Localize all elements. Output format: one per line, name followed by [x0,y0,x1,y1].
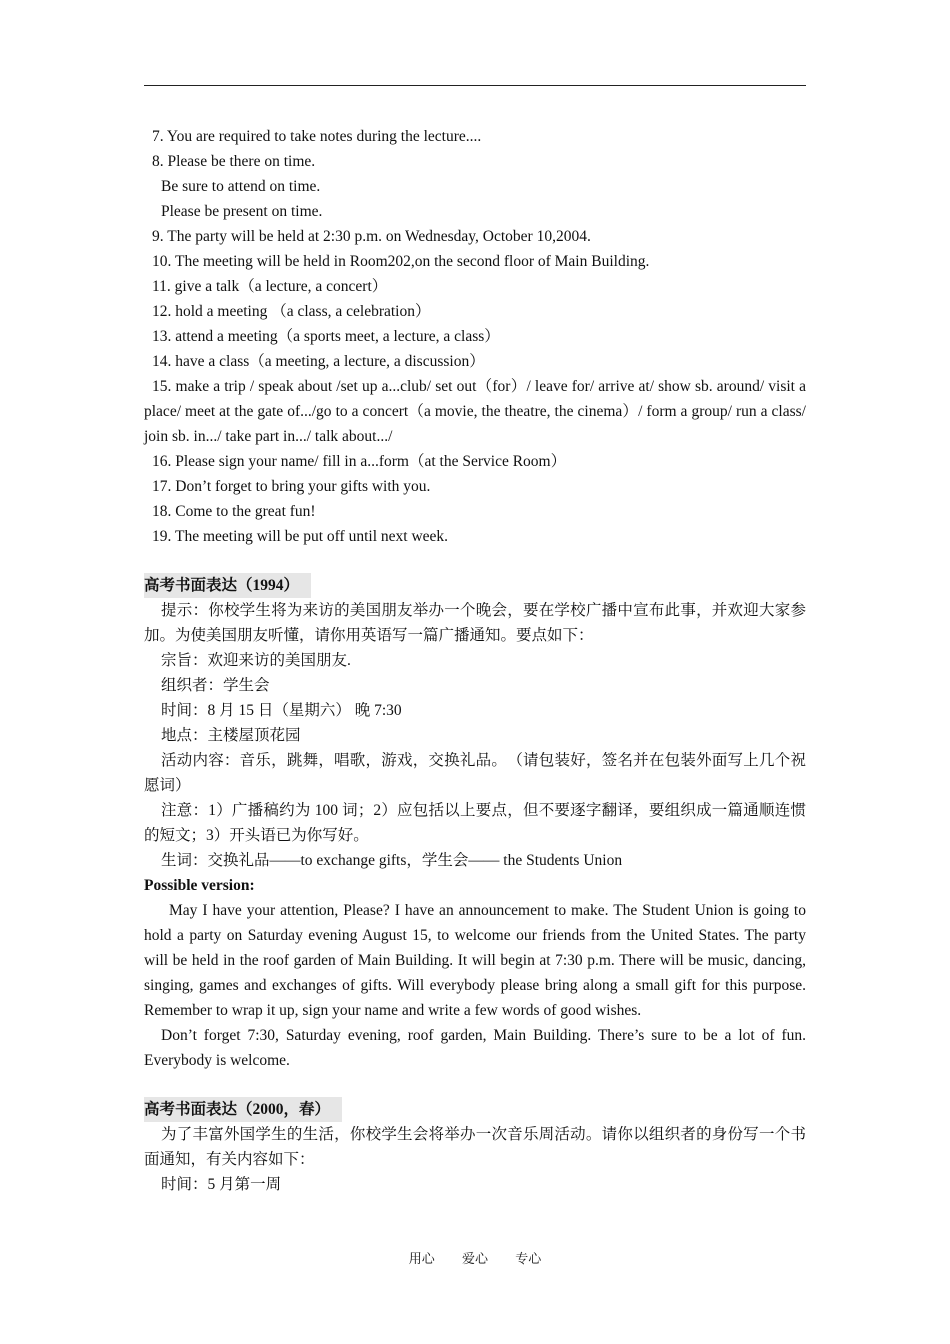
vocab-text: 生词：交换礼品——to exchange gifts，学生会—— the Students Union [161,852,623,869]
footer-word: 用心 [408,1251,435,1266]
list-item: 8. Please be there on time. [152,153,316,170]
footer-word: 爱心 [461,1251,488,1266]
list-item: Please be present on time. [161,203,323,220]
section-heading: 高考书面表达（2000，春） [144,1097,342,1122]
header-rule [144,85,806,86]
list-item: 13. attend a meeting（a sports meet, a lecture, a class） [152,328,500,345]
activities-text: 活动内容：音乐，跳舞，唱歌，游戏，交换礼品。 （请包装好，签名并在包装外面写上几个祝愿词） [144,752,806,794]
document-body [144,124,806,1197]
footer-word: 专心 [515,1251,542,1266]
section-heading: 高考书面表达（1994） [144,573,311,598]
purpose-text: 宗旨：欢迎来访的美国朋友. [161,652,351,669]
prompt-text: 提示：你校学生将为来访的美国朋友举办一个晚会，要在学校广播中宣布此事，并欢迎大家参加。为使美国朋友听懂，请你用英语写一篇广播通知。要点如下： [144,602,806,644]
list-item: 15. make a trip / speak about /set up a...club/ set out（for）/ leave for/ arrive at/ show sb. around/ visit a place/ meet at the gate of.../go to a concert（a movie, the theatre, the cinema）/ form a group/ run a class/ join sb. in.../ take part in.../ talk about.../ [144,378,806,445]
list-item: 12. hold a meeting （a class, a celebration） [152,303,431,320]
list-item: 18. Come to the great fun! [152,503,316,520]
list-item: 9. The party will be held at 2:30 p.m. on Wednesday, October 10,2004. [152,228,591,245]
list-item: 17. Don’t forget to bring your gifts with you. [152,478,431,495]
prompt-text: 为了丰富外国学生的生活，你校学生会将举办一次音乐周活动。请你以组织者的身份写一个书面通知，有关内容如下： [144,1126,806,1168]
version-paragraph: May I have your attention, Please? I have an announcement to make. The Student Union is going to hold a party on Saturday evening August 15, to welcome our friends from the United States. The party will be held in the roof garden of Main Building. It will begin at 7:30 p.m. There will be music, dancing, singing, games and exchanges of gifts. Will everybody please bring along a small gift for this purpose. Remember to wrap it up, sign your name and write a few words of good wishes. [144,902,806,1019]
list-item: 7. You are required to take notes during the lecture.... [152,128,482,145]
place-text: 地点：主楼屋顶花园 [161,727,301,744]
list-item: 19. The meeting will be put off until next week. [152,528,449,545]
list-item: 11. give a talk（a lecture, a concert） [152,278,388,295]
time-text: 时间：8 月 15 日（星期六） 晚 7:30 [161,702,402,719]
time-text: 时间：5 月第一周 [161,1176,282,1193]
page-footer [0,1248,950,1267]
list-item: 10. The meeting will be held in Room202,on the second floor of Main Building. [152,253,650,270]
list-item: 14. have a class（a meeting, a lecture, a discussion） [152,353,485,370]
list-item: Be sure to attend on time. [161,178,321,195]
version-label: Possible version: [144,877,255,894]
organizer-text: 组织者：学生会 [161,677,270,694]
version-paragraph: Don’t forget 7:30, Saturday evening, roof garden, Main Building. There’s sure to be a lot of fun. Everybody is welcome. [144,1027,806,1069]
list-item: 16. Please sign your name/ fill in a...form（at the Service Room） [152,453,567,470]
notes-text: 注意：1）广播稿约为 100 词；2）应包括以上要点，但不要逐字翻译，要组织成一篇通顺连惯的短文；3）开头语已为你写好。 [144,802,806,844]
